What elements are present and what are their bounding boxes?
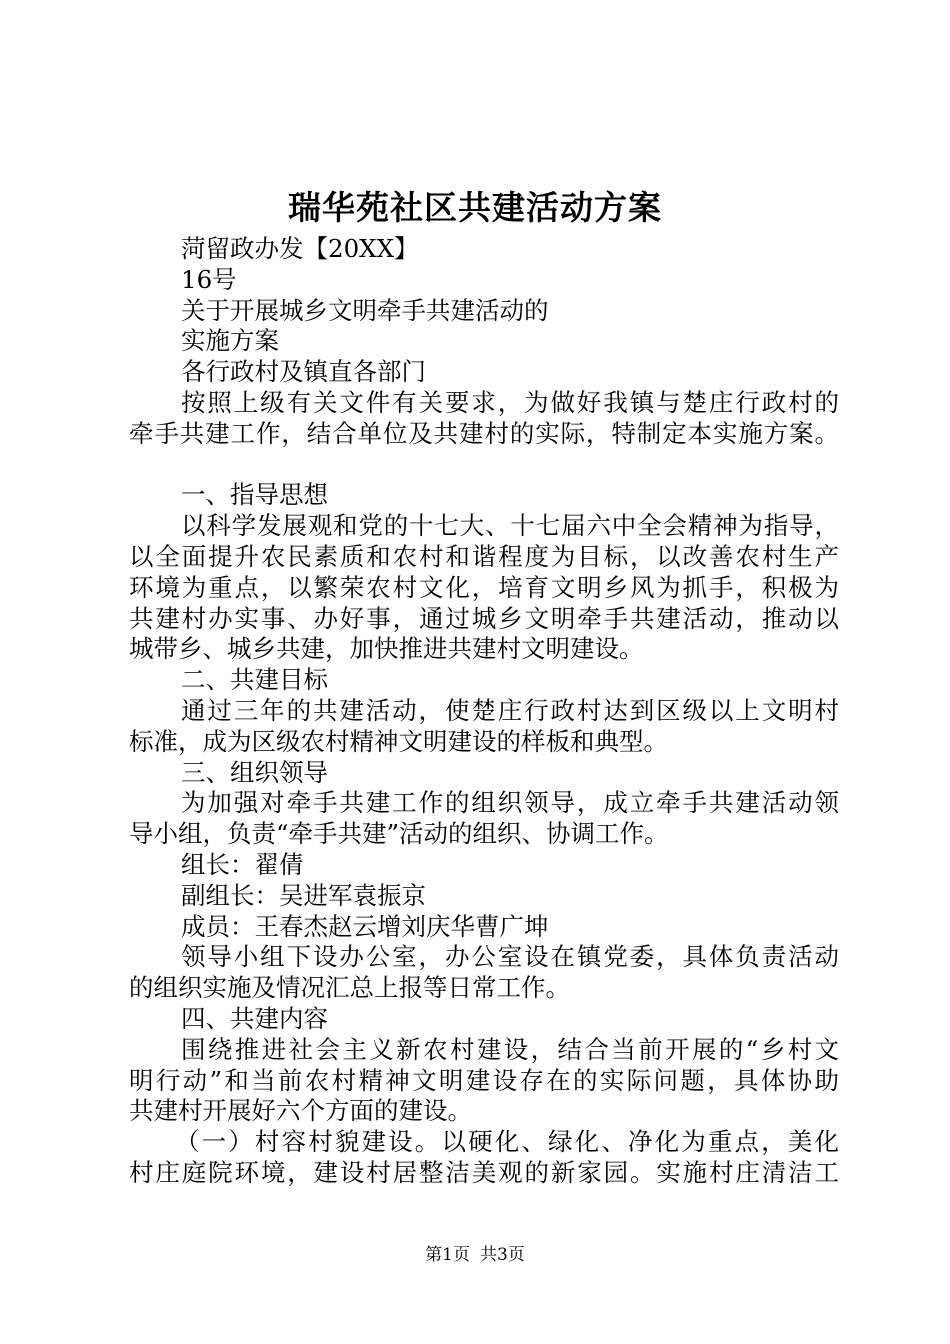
paragraph-line: 按照上级有关文件有关要求，为做好我镇与楚庄行政村的 xyxy=(181,387,839,417)
paragraph-line: 围绕推进社会主义新农村建设，结合当前开展的“乡村文 xyxy=(181,1034,839,1064)
section-heading: 三、组织领导 xyxy=(181,757,328,787)
paragraph-spacer xyxy=(129,450,839,481)
paragraph-line: （一）村容村貌建设。以硬化、绿化、净化为重点，美化 xyxy=(175,1127,839,1157)
paragraph-line: 共建村开展好六个方面的建设。 xyxy=(129,1096,472,1126)
page-footer xyxy=(0,1243,950,1267)
paragraph-line: 导小组，负责“牵手共建”活动的组织、协调工作。 xyxy=(129,819,669,849)
subtitle-line-1: 关于开展城乡文明牵手共建活动的 xyxy=(181,295,549,325)
section-heading: 四、共建内容 xyxy=(181,1003,328,1033)
document-title: 瑞华苑社区共建活动方案 xyxy=(288,188,662,227)
page-number-current: 第1页 xyxy=(425,1245,470,1265)
member-line: 成员：王春杰赵云增刘庆华曹广坤 xyxy=(181,911,549,941)
paragraph-line: 城带乡、城乡共建，加快推进共建村文明建设。 xyxy=(129,634,644,664)
paragraph-line: 为加强对牵手共建工作的组织领导，成立牵手共建活动领 xyxy=(181,788,839,818)
paragraph-line: 以科学发展观和党的十七大、十七届六中全会精神为指导， xyxy=(181,511,839,541)
member-line: 副组长：吴进军袁振京 xyxy=(181,880,426,910)
subtitle-line-2: 实施方案 xyxy=(181,326,279,356)
section-heading: 二、共建目标 xyxy=(181,665,328,695)
paragraph-line: 牵手共建工作，结合单位及共建村的实际，特制定本实施方案。 xyxy=(129,418,839,448)
doc-number-suffix-line: 16号 xyxy=(181,264,237,294)
paragraph-line: 通过三年的共建活动，使楚庄行政村达到区级以上文明村 xyxy=(181,695,839,725)
section-heading: 一、指导思想 xyxy=(181,480,328,510)
member-line: 组长：翟倩 xyxy=(181,849,304,879)
paragraph-line: 共建村办实事、办好事，通过城乡文明牵手共建活动，推动以 xyxy=(129,603,839,633)
paragraph-line: 明行动”和当前农村精神文明建设存在的实际问题，具体协助 xyxy=(129,1065,839,1095)
paragraph-line: 以全面提升农民素质和农村和谐程度为目标，以改善农村生产 xyxy=(129,541,839,571)
paragraph-line: 环境为重点，以繁荣农村文化，培育文明乡风为抓手，积极为 xyxy=(129,572,839,602)
addressee-line: 各行政村及镇直各部门 xyxy=(181,357,426,387)
paragraph-line: 标准，成为区级农村精神文明建设的样板和典型。 xyxy=(129,726,668,756)
doc-number-line: 菏留政办发【20XX】 xyxy=(181,234,419,263)
paragraph-line: 领导小组下设办公室，办公室设在镇党委，具体负责活动 xyxy=(181,942,839,972)
paragraph-line: 村庄庭院环境，建设村居整洁美观的新家园。实施村庄清洁工 xyxy=(129,1157,839,1187)
page-number-total: 共3页 xyxy=(480,1245,525,1265)
paragraph-line: 的组织实施及情况汇总上报等日常工作。 xyxy=(129,973,570,1003)
document-body xyxy=(129,234,839,1189)
